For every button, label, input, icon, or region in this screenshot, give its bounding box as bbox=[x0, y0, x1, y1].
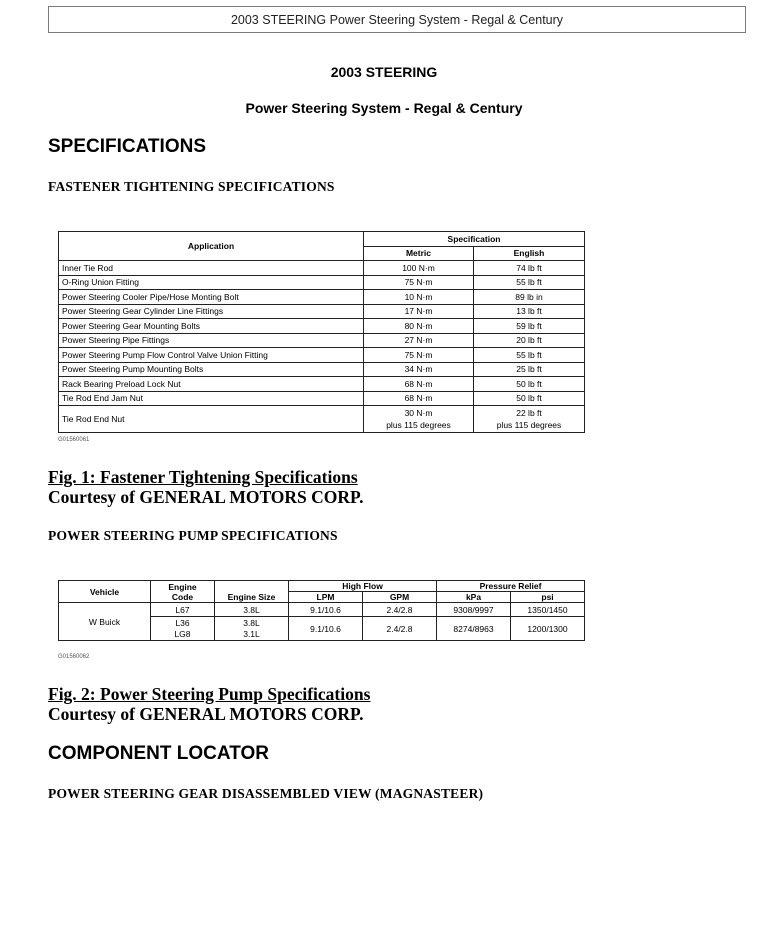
table-row bbox=[59, 275, 585, 290]
figure1-caption: Fig. 1: Fastener Tightening Specifications bbox=[48, 467, 358, 487]
col-high-flow: High Flow bbox=[289, 581, 437, 592]
cell-application: O-Ring Union Fitting bbox=[59, 275, 364, 290]
cell-lpm: 9.1/10.6 bbox=[289, 617, 363, 641]
cell-gpm: 2.4/2.8 bbox=[363, 617, 437, 641]
cell-english bbox=[474, 406, 585, 433]
cell-metric: 75 N·m bbox=[364, 348, 474, 363]
cell-english: 13 lb ft bbox=[474, 304, 585, 319]
cell-metric-line1: 30 N·m bbox=[404, 408, 433, 418]
cell-code: L67 bbox=[151, 603, 215, 617]
cell-lpm: 9.1/10.6 bbox=[289, 603, 363, 617]
component-locator-heading: COMPONENT LOCATOR bbox=[48, 743, 269, 764]
cell-application: Power Steering Gear Cylinder Line Fittings bbox=[59, 304, 364, 319]
figure1-tag: G01560061 bbox=[58, 437, 90, 443]
col-engine-size: Engine Size bbox=[215, 581, 289, 603]
cell-english: 50 lb ft bbox=[474, 377, 585, 392]
table-row bbox=[59, 290, 585, 305]
cell-english: 25 lb ft bbox=[474, 362, 585, 377]
col-kpa: kPa bbox=[437, 592, 511, 603]
col-pressure-relief: Pressure Relief bbox=[437, 581, 585, 592]
cell-english: 89 lb in bbox=[474, 290, 585, 305]
cell-metric: 80 N·m bbox=[364, 319, 474, 334]
col-psi: psi bbox=[511, 592, 585, 603]
pump-heading: POWER STEERING PUMP SPECIFICATIONS bbox=[48, 528, 338, 543]
cell-english: 74 lb ft bbox=[474, 261, 585, 276]
cell-metric: 100 N·m bbox=[364, 261, 474, 276]
table-row bbox=[59, 377, 585, 392]
cell-vehicle: W Buick bbox=[59, 603, 151, 641]
fastener-heading: FASTENER TIGHTENING SPECIFICATIONS bbox=[48, 179, 335, 194]
cell-application: Power Steering Gear Mounting Bolts bbox=[59, 319, 364, 334]
cell-size: 3.8L bbox=[215, 617, 289, 629]
col-gpm: GPM bbox=[363, 592, 437, 603]
table-row bbox=[59, 362, 585, 377]
cell-metric: 17 N·m bbox=[364, 304, 474, 319]
cell-psi: 1350/1450 bbox=[511, 603, 585, 617]
cell-metric: 68 N·m bbox=[364, 377, 474, 392]
table-row bbox=[59, 603, 585, 617]
cell-application: Tie Rod End Nut bbox=[59, 406, 364, 433]
col-english: English bbox=[474, 246, 585, 261]
cell-metric: 10 N·m bbox=[364, 290, 474, 305]
gear-heading: POWER STEERING GEAR DISASSEMBLED VIEW (MAGNASTEER) bbox=[48, 786, 484, 801]
table-row bbox=[59, 348, 585, 363]
figure2-courtesy: Courtesy of GENERAL MOTORS CORP. bbox=[48, 704, 364, 724]
cell-application: Power Steering Pump Flow Control Valve Union Fitting bbox=[59, 348, 364, 363]
specifications-heading: SPECIFICATIONS bbox=[48, 136, 206, 157]
table-row bbox=[59, 261, 585, 276]
cell-metric-line2: plus 115 degrees bbox=[386, 420, 451, 430]
figure1-caption-block bbox=[48, 467, 364, 507]
table-row bbox=[59, 406, 585, 433]
header-title: 2003 STEERING Power Steering System - Regal & Century bbox=[230, 12, 564, 27]
page-header bbox=[48, 6, 746, 33]
cell-english: 55 lb ft bbox=[474, 275, 585, 290]
cell-english: 59 lb ft bbox=[474, 319, 585, 334]
col-specification: Specification bbox=[364, 232, 585, 247]
col-application: Application bbox=[59, 232, 364, 261]
cell-english-line2: plus 115 degrees bbox=[496, 420, 562, 430]
cell-kpa: 8274/8963 bbox=[437, 617, 511, 641]
cell-size: 3.8L bbox=[215, 603, 289, 617]
doc-title: 2003 STEERING bbox=[330, 64, 438, 80]
cell-size: 3.1L bbox=[215, 629, 289, 641]
cell-application: Power Steering Pump Mounting Bolts bbox=[59, 362, 364, 377]
fastener-table bbox=[58, 231, 585, 433]
table-row bbox=[59, 304, 585, 319]
cell-gpm: 2.4/2.8 bbox=[363, 603, 437, 617]
table-row bbox=[59, 333, 585, 348]
cell-metric: 27 N·m bbox=[364, 333, 474, 348]
col-metric: Metric bbox=[364, 246, 474, 261]
cell-kpa: 9308/9997 bbox=[437, 603, 511, 617]
pump-table bbox=[58, 580, 585, 641]
col-engine-code bbox=[151, 581, 215, 603]
cell-metric: 75 N·m bbox=[364, 275, 474, 290]
table-row bbox=[59, 319, 585, 334]
cell-application: Inner Tie Rod bbox=[59, 261, 364, 276]
figure2-caption: Fig. 2: Power Steering Pump Specifications bbox=[48, 684, 371, 704]
cell-english: 55 lb ft bbox=[474, 348, 585, 363]
cell-english-line1: 22 lb ft bbox=[516, 408, 542, 418]
col-vehicle: Vehicle bbox=[59, 581, 151, 603]
cell-application: Tie Rod End Jam Nut bbox=[59, 391, 364, 406]
doc-subtitle: Power Steering System - Regal & Century bbox=[245, 100, 523, 116]
figure1-courtesy: Courtesy of GENERAL MOTORS CORP. bbox=[48, 487, 364, 507]
cell-application: Power Steering Cooler Pipe/Hose Monting Bolt bbox=[59, 290, 364, 305]
cell-english: 50 lb ft bbox=[474, 391, 585, 406]
cell-application: Power Steering Pipe Fittings bbox=[59, 333, 364, 348]
cell-code: L36 bbox=[151, 617, 215, 629]
cell-metric: 68 N·m bbox=[364, 391, 474, 406]
cell-code: LG8 bbox=[151, 629, 215, 641]
col-engine-code-line1: Engine bbox=[168, 581, 197, 592]
table-row bbox=[59, 391, 585, 406]
col-engine-code-line2: Code bbox=[171, 591, 194, 602]
figure2-tag: G01560062 bbox=[58, 654, 90, 660]
figure2-caption-block bbox=[48, 684, 370, 724]
col-lpm: LPM bbox=[289, 592, 363, 603]
cell-application: Rack Bearing Preload Lock Nut bbox=[59, 377, 364, 392]
cell-metric bbox=[364, 406, 474, 433]
cell-psi: 1200/1300 bbox=[511, 617, 585, 641]
cell-metric: 34 N·m bbox=[364, 362, 474, 377]
cell-english: 20 lb ft bbox=[474, 333, 585, 348]
